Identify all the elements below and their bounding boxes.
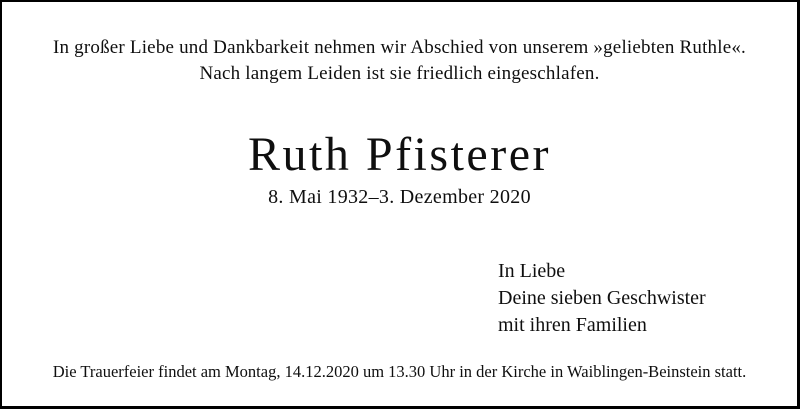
closing-line-3: mit ihren Familien: [498, 314, 647, 336]
funeral-info: Die Trauerfeier findet am Montag, 14.12.2020 um 13.30 Uhr in der Kirche in Waiblingen-Beinstein statt.: [52, 362, 747, 381]
intro-text: [2, 35, 797, 87]
intro-line-1: In großer Liebe und Dankbarkeit nehmen wir Abschied von unserem »geliebten Ruthle«.: [52, 37, 747, 58]
life-dates: 8. Mai 1932–3. Dezember 2020: [268, 186, 531, 208]
deceased-name: Ruth Pfisterer: [248, 128, 551, 181]
closing-line-2: Deine sieben Geschwister: [498, 287, 706, 309]
intro-line-2: Nach langem Leiden ist sie friedlich eingeschlafen.: [199, 63, 600, 84]
closing-line-1: In Liebe: [498, 260, 566, 282]
closing-block: [498, 258, 706, 339]
